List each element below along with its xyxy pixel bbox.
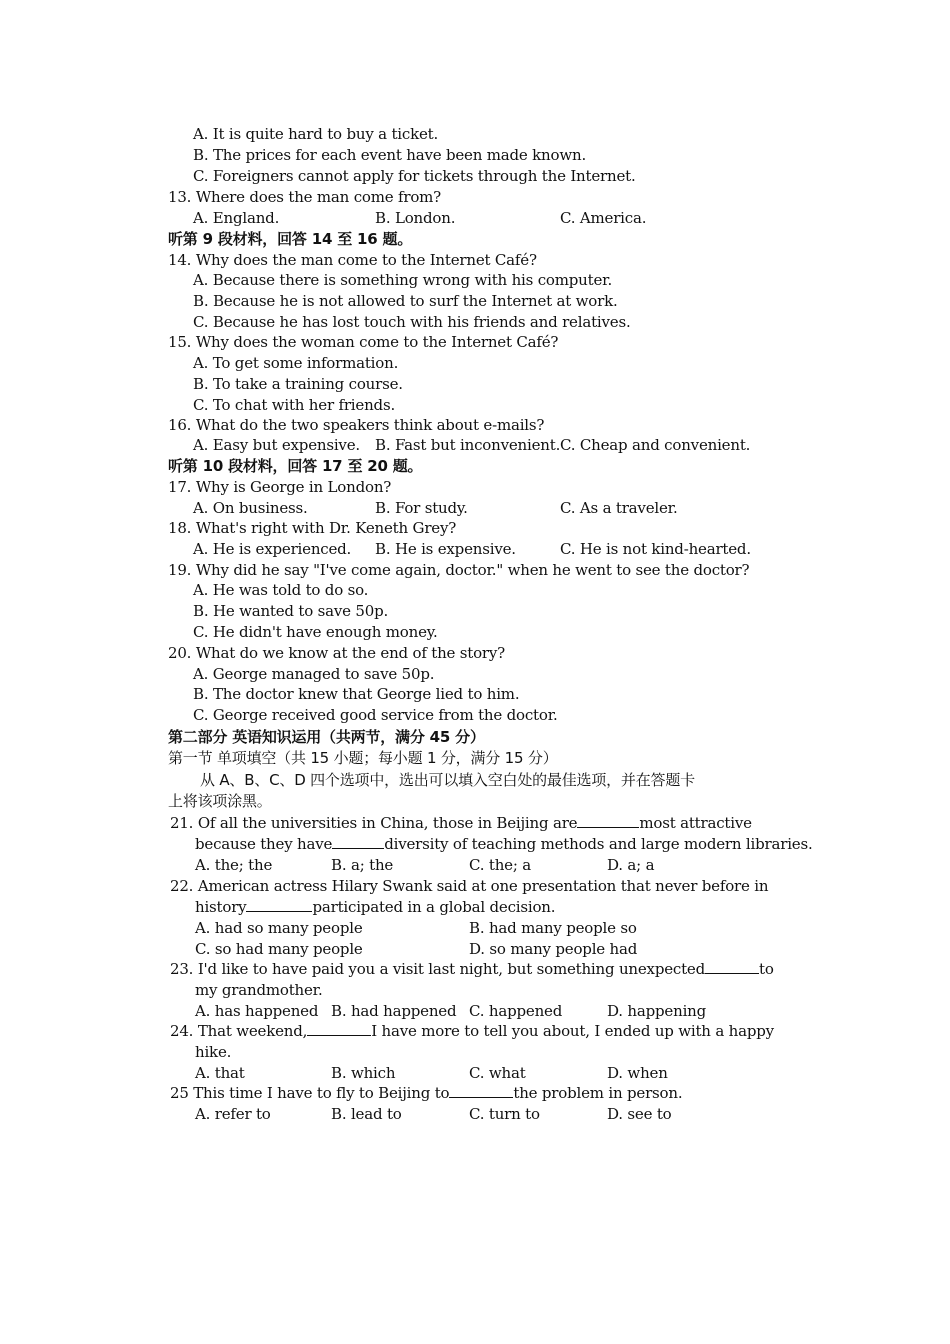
q17-stem: 17. Why is George in London?: [168, 478, 392, 496]
q20-option-b: B. The doctor knew that George lied to him.: [193, 685, 520, 703]
q23-text-2: to: [759, 960, 774, 978]
q20-stem: 20. What do we know at the end of the story?: [168, 644, 506, 662]
q15-option-c: C. To chat with her friends.: [193, 396, 396, 414]
q18-option-b: B. He is expensive.: [375, 540, 516, 558]
q21-text-2: most attractive: [639, 814, 752, 832]
q16-option-c: C. Cheap and convenient.: [560, 436, 751, 454]
q22-blank: [246, 897, 312, 912]
q25-option-a: A. refer to: [195, 1105, 271, 1123]
q21-option-c: C. the; a: [469, 856, 532, 874]
q21-line-2: [195, 834, 813, 854]
q13-option-a: A. England.: [193, 209, 280, 227]
q24-line-1: [170, 1021, 774, 1041]
q18-option-a: A. He is experienced.: [193, 540, 352, 558]
q23-option-d: D. happening: [607, 1002, 707, 1020]
q22-text-2: participated in a global decision.: [312, 898, 556, 916]
q21-option-a: A. the; the: [195, 856, 273, 874]
q21-text-3: because they have: [195, 835, 333, 853]
q15-stem: 15. Why does the woman come to the Internet Café?: [168, 333, 559, 351]
instruction-line-1: 从 A、B、C、D 四个选项中，选出可以填入空白处的最佳选项，并在答题卡: [200, 771, 695, 789]
q13-option-b: B. London.: [375, 209, 456, 227]
q21-line-1: [170, 813, 752, 833]
q15-option-b: B. To take a training course.: [193, 375, 403, 393]
q21-blank-1: [577, 813, 639, 828]
q25-option-c: C. turn to: [469, 1105, 540, 1123]
q13-option-c: C. America.: [560, 209, 647, 227]
q23-option-a: A. has happened: [195, 1002, 319, 1020]
q25-text-1: 25 This time I have to fly to Beijing to: [170, 1084, 450, 1102]
q17-option-b: B. For study.: [375, 499, 468, 517]
q14-option-a: A. Because there is something wrong with his computer.: [193, 271, 613, 289]
q23-text-1: 23. I'd like to have paid you a visit last night, but something unexpected: [170, 960, 706, 978]
q22-option-b: B. had many people so: [469, 919, 637, 937]
q19-option-c: C. He didn't have enough money.: [193, 623, 438, 641]
q24-option-a: A. that: [195, 1064, 245, 1082]
q24-option-b: B. which: [331, 1064, 396, 1082]
q23-option-b: B. had happened: [331, 1002, 457, 1020]
q17-option-a: A. On business.: [193, 499, 308, 517]
q22-option-a: A. had so many people: [195, 919, 363, 937]
q12-option-c: C. Foreigners cannot apply for tickets through the Internet.: [193, 167, 636, 185]
q20-option-c: C. George received good service from the doctor.: [193, 706, 558, 724]
q20-option-a: A. George managed to save 50p.: [193, 665, 435, 683]
q21-text-4: diversity of teaching methods and large modern libraries.: [384, 835, 813, 853]
q22-line-2: [195, 897, 555, 917]
q24-text-2: I have more to tell you about, I ended up with a happy: [371, 1022, 774, 1040]
q24-blank: [307, 1021, 371, 1036]
q21-option-b: B. a; the: [331, 856, 394, 874]
q18-option-c: C. He is not kind-hearted.: [560, 540, 751, 558]
q12-option-b: B. The prices for each event have been made known.: [193, 146, 587, 164]
q24-text-1: 24. That weekend,: [170, 1022, 308, 1040]
q21-blank-2: [332, 834, 384, 849]
section-10-heading: 听第 10 段材料，回答 17 至 20 题。: [168, 457, 423, 475]
q24-option-d: D. when: [607, 1064, 668, 1082]
q16-option-a: A. Easy but expensive.: [193, 436, 360, 454]
q17-option-c: C. As a traveler.: [560, 499, 678, 517]
q25-text-2: the problem in person.: [513, 1084, 683, 1102]
q16-stem: 16. What do the two speakers think about e-mails?: [168, 416, 545, 434]
q21-text-1: 21. Of all the universities in China, those in Beijing are: [170, 814, 578, 832]
q25-line-1: [170, 1083, 682, 1103]
q13-stem: 13. Where does the man come from?: [168, 188, 442, 206]
q22-line-1: 22. American actress Hilary Swank said at one presentation that never before in: [170, 877, 769, 895]
q23-line-2: my grandmother.: [195, 981, 323, 999]
q23-blank: [705, 959, 759, 974]
part-2-title: 第二部分 英语知识运用（共两节，满分 45 分）: [168, 728, 485, 746]
q25-option-b: B. lead to: [331, 1105, 402, 1123]
instruction-line-2: 上将该项涂黑。: [168, 792, 272, 810]
q12-option-a: A. It is quite hard to buy a ticket.: [193, 125, 439, 143]
q24-option-c: C. what: [469, 1064, 526, 1082]
q19-stem: 19. Why did he say "I've come again, doctor." when he went to see the doctor?: [168, 561, 750, 579]
q23-option-c: C. happened: [469, 1002, 563, 1020]
q24-line-2: hike.: [195, 1043, 232, 1061]
q25-blank: [449, 1083, 513, 1098]
q15-option-a: A. To get some information.: [193, 354, 399, 372]
q21-option-d: D. a; a: [607, 856, 655, 874]
q19-option-b: B. He wanted to save 50p.: [193, 602, 389, 620]
q22-option-c: C. so had many people: [195, 940, 363, 958]
q19-option-a: A. He was told to do so.: [193, 581, 369, 599]
q16-option-b: B. Fast but inconvenient.: [375, 436, 561, 454]
section-1-title: 第一节 单项填空（共 15 小题；每小题 1 分，满分 15 分）: [168, 749, 558, 767]
q18-stem: 18. What's right with Dr. Keneth Grey?: [168, 519, 457, 537]
q14-stem: 14. Why does the man come to the Internet Café?: [168, 251, 537, 269]
q22-option-d: D. so many people had: [469, 940, 638, 958]
section-9-heading: 听第 9 段材料，回答 14 至 16 题。: [168, 230, 413, 248]
q23-line-1: [170, 959, 774, 979]
q14-option-c: C. Because he has lost touch with his friends and relatives.: [193, 313, 631, 331]
q25-option-d: D. see to: [607, 1105, 672, 1123]
q22-text-1: history: [195, 898, 247, 916]
q14-option-b: B. Because he is not allowed to surf the Internet at work.: [193, 292, 618, 310]
